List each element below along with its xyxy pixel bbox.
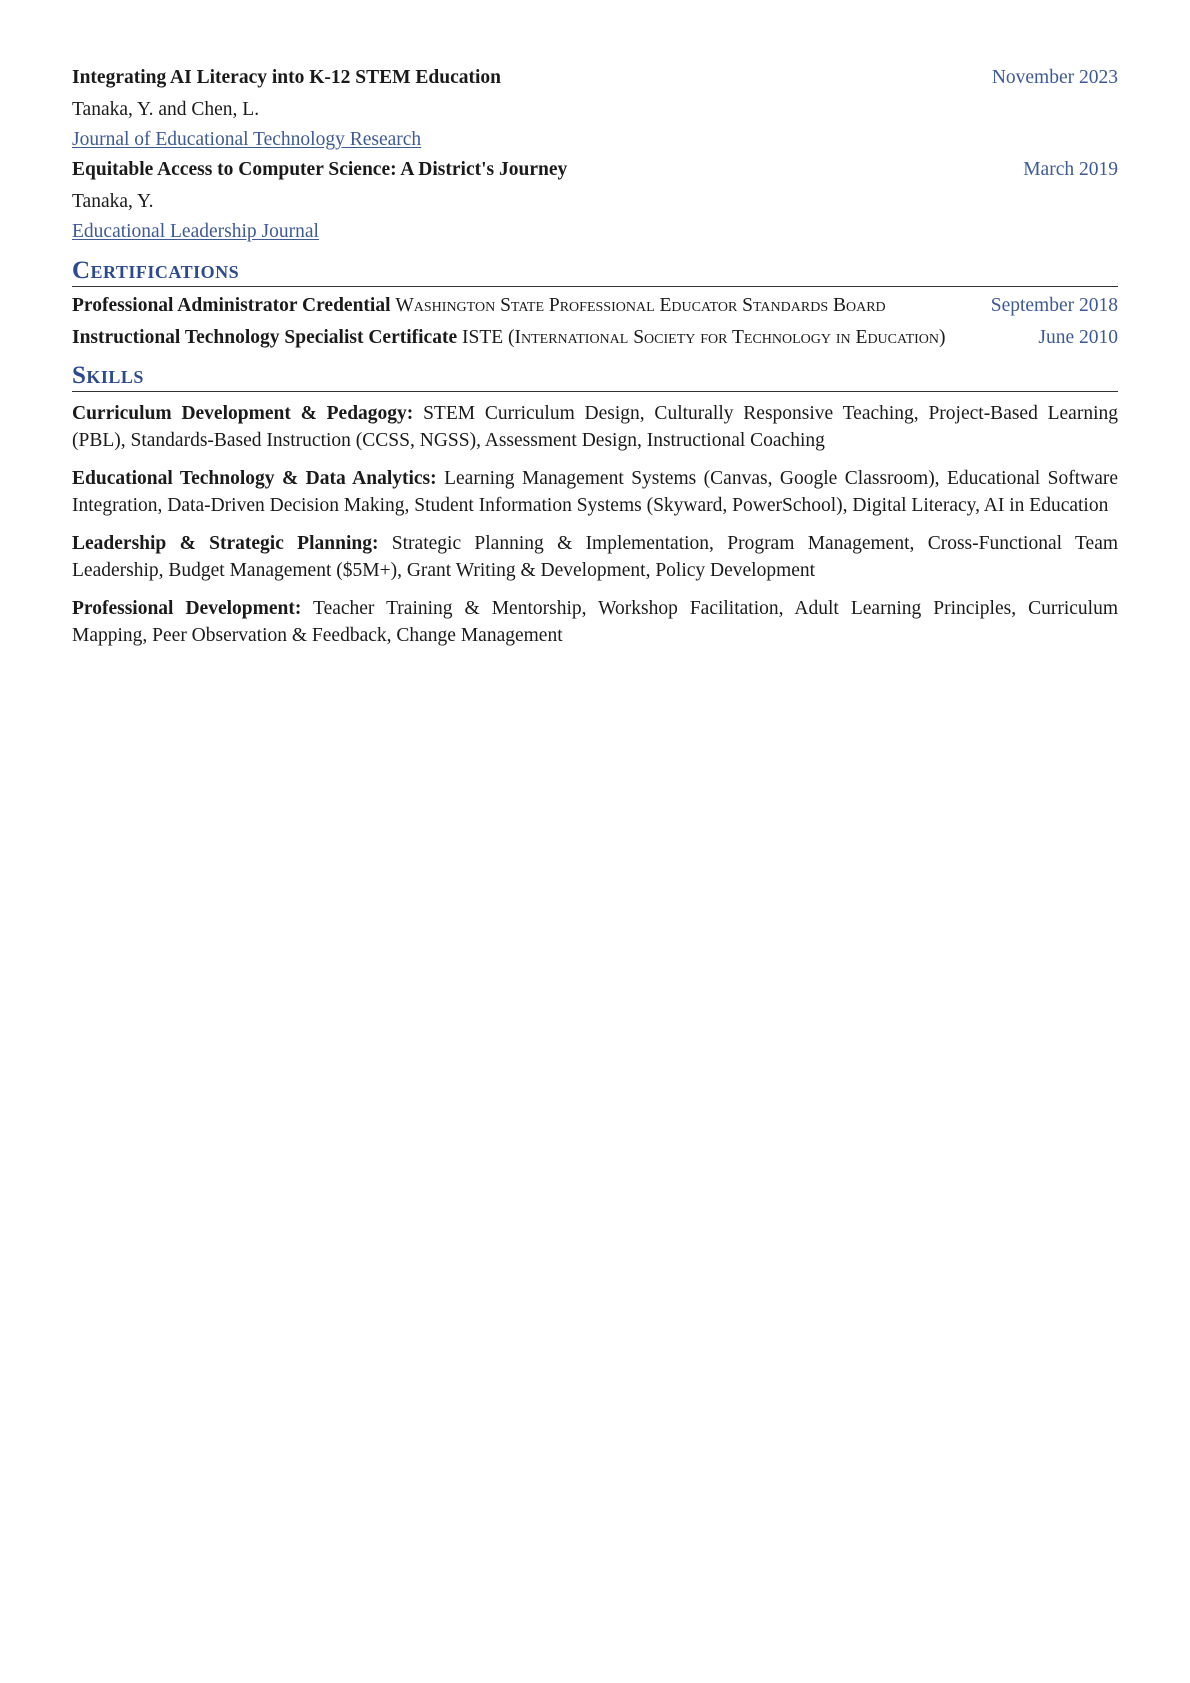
publication-date: March 2019 bbox=[1023, 159, 1118, 180]
skill-group bbox=[72, 465, 1118, 519]
certification-text bbox=[72, 325, 1038, 351]
skill-category: Curriculum Development & Pedagogy: bbox=[72, 403, 414, 424]
certification-name: Instructional Technology Specialist Certificate bbox=[72, 327, 458, 348]
publication-title: Equitable Access to Computer Science: A District's Journey bbox=[72, 159, 568, 180]
publication-venue bbox=[72, 218, 1118, 246]
publication-authors: Tanaka, Y. bbox=[72, 191, 154, 212]
section-heading-certifications: Certifications bbox=[72, 256, 1118, 287]
skill-category: Educational Technology & Data Analytics: bbox=[72, 468, 437, 489]
certification-text bbox=[72, 293, 991, 319]
publication-entry bbox=[72, 154, 1118, 246]
publication-entry bbox=[72, 62, 1118, 154]
publication-venue bbox=[72, 126, 1118, 154]
skill-group bbox=[72, 530, 1118, 584]
publication-title: Integrating AI Literacy into K-12 STEM Education bbox=[72, 67, 502, 88]
section-heading-skills: Skills bbox=[72, 361, 1118, 392]
certification-entry bbox=[72, 325, 1118, 351]
skill-category: Leadership & Strategic Planning: bbox=[72, 533, 379, 554]
publication-authors: Tanaka, Y. and Chen, L. bbox=[72, 99, 260, 120]
skill-list: Learning Management Systems (Canvas, Google Classroom), Educational Software Integration, Data-Driven Decision Making, Student Information Systems (Skyward, PowerSchool), Digital Literacy, AI in Education bbox=[72, 468, 1119, 516]
certification-date: June 2010 bbox=[1038, 327, 1118, 348]
certification-date: September 2018 bbox=[990, 295, 1118, 316]
publication-venue-link[interactable]: Journal of Educational Technology Research bbox=[72, 129, 422, 150]
skill-list: Teacher Training & Mentorship, Workshop Facilitation, Adult Learning Principles, Curriculum Mapping, Peer Observation & Feedback, Change Management bbox=[72, 598, 1118, 646]
skill-list: Strategic Planning & Implementation, Program Management, Cross-Functional Team Leadership, Budget Management ($5M+), Grant Writing & Development, Policy Development bbox=[72, 533, 1119, 581]
publication-date: November 2023 bbox=[991, 67, 1118, 88]
publication-header bbox=[72, 154, 1118, 186]
skill-category: Professional Development: bbox=[72, 598, 302, 619]
publication-venue-link[interactable]: Educational Leadership Journal bbox=[72, 221, 319, 242]
certification-name: Professional Administrator Credential bbox=[72, 295, 391, 316]
certification-entry bbox=[72, 293, 1118, 319]
publication-header bbox=[72, 62, 1118, 94]
skill-group bbox=[72, 400, 1118, 454]
certification-issuer: ISTE (International Society for Technology in Education) bbox=[461, 327, 946, 348]
certification-issuer: Washington State Professional Educator Standards Board bbox=[395, 295, 886, 316]
resume-page bbox=[72, 62, 1118, 649]
skill-group bbox=[72, 595, 1118, 649]
skill-list: STEM Curriculum Design, Culturally Responsive Teaching, Project-Based Learning (PBL), Standards-Based Instruction (CCSS, NGSS), Assessment Design, Instructional Coaching bbox=[72, 403, 1119, 451]
